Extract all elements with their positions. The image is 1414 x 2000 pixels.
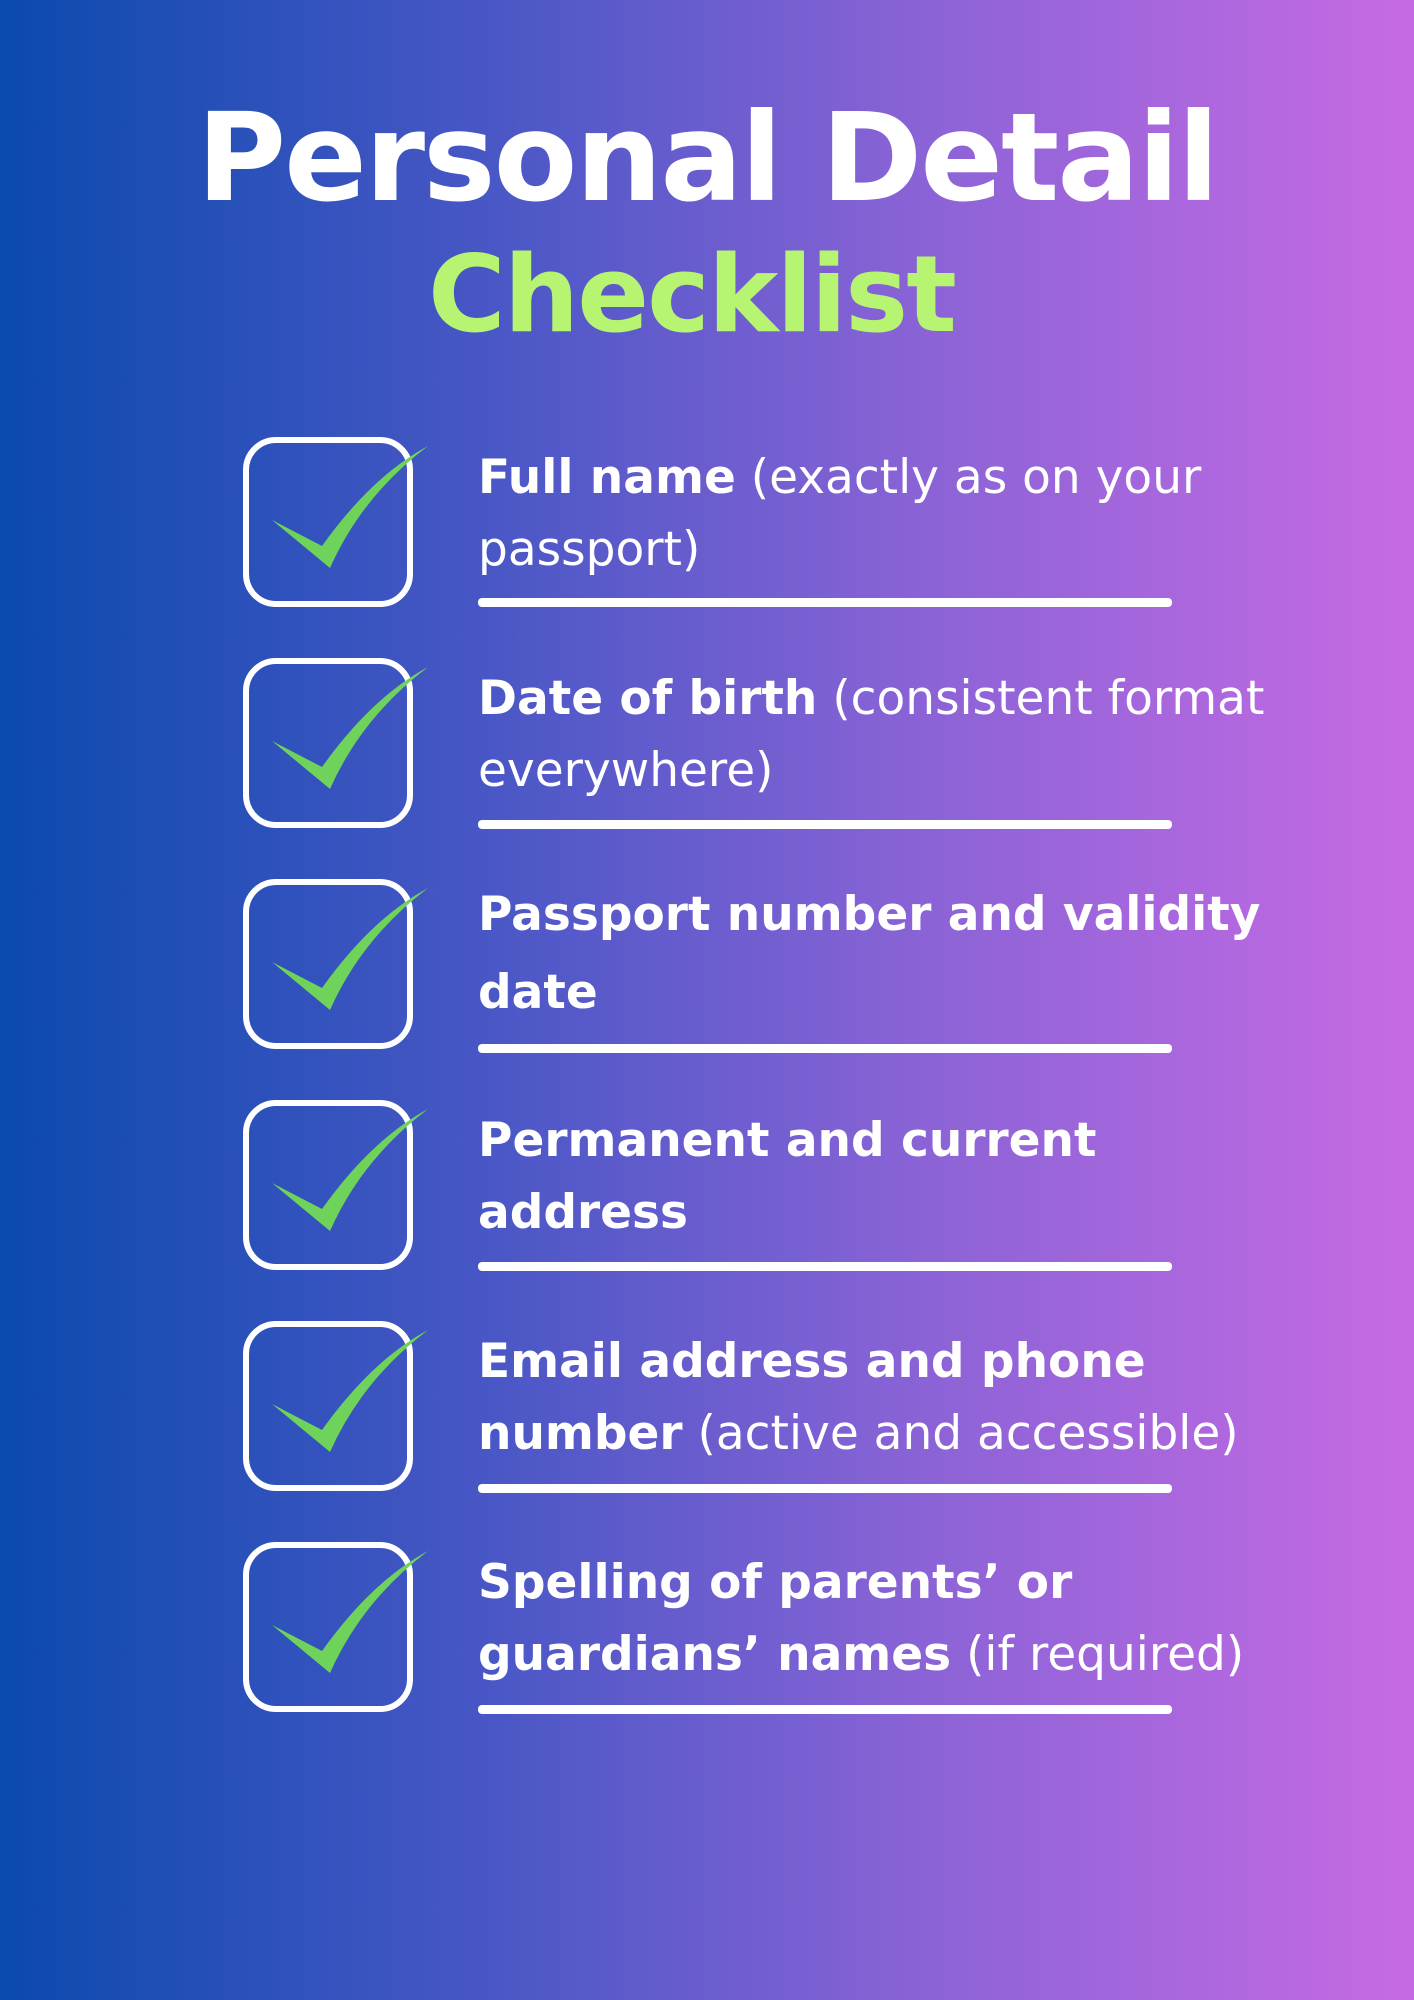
item-underline xyxy=(478,1484,1172,1493)
item-regular-text: (exactly as on your passport) xyxy=(478,450,1202,577)
checklist-item-full-name xyxy=(0,436,1414,636)
checked-checkbox-icon[interactable] xyxy=(242,1541,414,1713)
item-bold-text: Permanent and current address xyxy=(478,1113,1097,1240)
checklist-item-text xyxy=(478,1326,1258,1470)
item-regular-text: (active and accessible) xyxy=(682,1406,1239,1461)
checklist-item-text xyxy=(478,663,1278,807)
item-regular-text: (consistent format everywhere) xyxy=(478,671,1265,798)
item-bold-text: Full name xyxy=(478,450,736,505)
item-bold-text: Passport number and validity date xyxy=(478,887,1261,1020)
item-underline xyxy=(478,1044,1172,1053)
checklist-item-contact xyxy=(0,1320,1414,1520)
checked-checkbox-icon[interactable] xyxy=(242,1099,414,1271)
checked-checkbox-icon[interactable] xyxy=(242,436,414,608)
checklist-item-text xyxy=(478,876,1278,1032)
item-bold-text: Spelling of parents’ or guardians’ names xyxy=(478,1555,1073,1682)
checklist-item-parents-names xyxy=(0,1541,1414,1741)
checklist-item-address xyxy=(0,1099,1414,1299)
checklist-item-text xyxy=(478,1105,1278,1249)
page-subtitle: Checklist xyxy=(428,233,955,356)
item-regular-text: (if required) xyxy=(951,1627,1245,1682)
checklist-item-text xyxy=(478,442,1278,586)
checklist-item-passport xyxy=(0,878,1414,1078)
item-underline xyxy=(478,598,1172,607)
checklist-item-date-of-birth xyxy=(0,657,1414,857)
checklist-item-text xyxy=(478,1547,1258,1691)
checked-checkbox-icon[interactable] xyxy=(242,1320,414,1492)
item-underline xyxy=(478,1705,1172,1714)
item-bold-text: Date of birth xyxy=(478,671,818,726)
item-bold-text: Email address and phone number xyxy=(478,1334,1146,1461)
checked-checkbox-icon[interactable] xyxy=(242,657,414,829)
item-underline xyxy=(478,820,1172,829)
item-underline xyxy=(478,1262,1172,1271)
page-title: Personal Detail xyxy=(196,87,1218,229)
checked-checkbox-icon[interactable] xyxy=(242,878,414,1050)
